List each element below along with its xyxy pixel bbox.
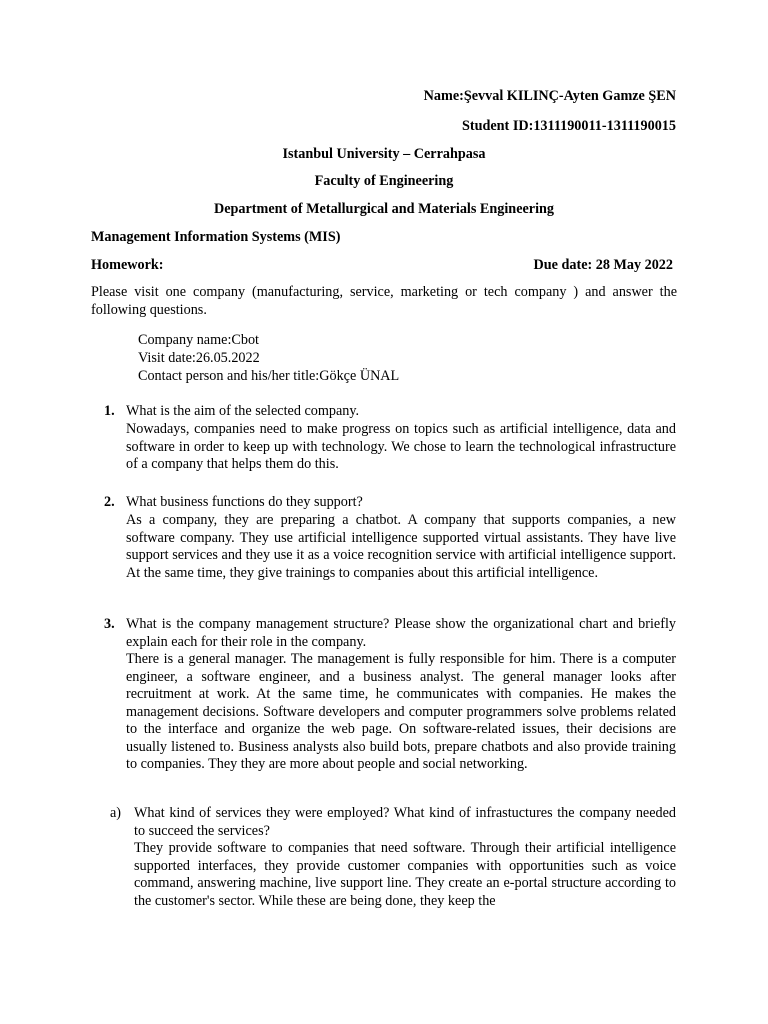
student-id-line: Student ID:1311190011-1311190015 <box>461 118 676 134</box>
question-text: What is the company management structure? Please show the organizational chart and briefly explain each for their role in the company. <box>126 616 676 650</box>
contact-person: Contact person and his/her title:Gökçe ÜNAL <box>138 368 400 384</box>
university-title: Istanbul University – Cerrahpasa <box>282 146 486 162</box>
due-date: Due date: 28 May 2022 <box>533 257 673 273</box>
company-name: Company name:Cbot <box>138 332 259 348</box>
question-number: 2. <box>104 494 115 510</box>
answer-text: There is a general manager. The management is fully responsible for him. There is a computer engineer, a software engineer, and a business analyst. The general manager looks after recruitment at work. At the same time, he communicates with companies. He makes the management decisions. Software developers and computer programmers solve problems related to the interface and organize the web page. On software-related issues, their decisions are usually listened to. Business analysts also build bots, prepare chatbots and also provide training to companies. They they are more about people and social networking. <box>126 651 676 772</box>
question-text: What is the aim of the selected company. <box>126 403 360 419</box>
question-number: 3. <box>104 616 115 632</box>
answer-text: As a company, they are preparing a chatbot. A company that supports companies, a new software company. They use artificial intelligence supported virtual assistants. They have live support services and they use it as a voice recognition service with artificial intelligence support. At the same time, they give trainings to companies about this artificial intelligence. <box>126 512 676 581</box>
sub-question-letter: a) <box>110 805 122 821</box>
intro-paragraph: Please visit one company (manufacturing, service, marketing or tech company ) and answer the following questions. <box>91 284 677 318</box>
sub-answer-text: They provide software to companies that need software. Through their artificial intelligence supported interfaces, they provide customer companies with opportunities such as voice command, answering machine, live support line. They create an e-portal structure according to the customer's sector. While these are being done, they keep the <box>134 840 676 909</box>
homework-label: Homework: <box>91 257 164 273</box>
sub-question-text: What kind of services they were employed? What kind of infrastuctures the company needed to succeed the services? <box>134 805 676 839</box>
name-line: Name:Şevval KILINÇ-Ayten Gamze ŞEN <box>423 88 676 104</box>
faculty-title: Faculty of Engineering <box>314 173 454 189</box>
department-title: Department of Metallurgical and Materials Engineering <box>213 201 555 217</box>
question-number: 1. <box>104 403 115 419</box>
course-title: Management Information Systems (MIS) <box>91 229 341 245</box>
question-text: What business functions do they support? <box>126 494 363 510</box>
answer-text: Nowadays, companies need to make progress on topics such as artificial intelligence, data and software in order to keep up with technology. We chose to learn the technological infrastructure of a company that helps them do this. <box>126 421 676 472</box>
visit-date: Visit date:26.05.2022 <box>138 350 260 366</box>
